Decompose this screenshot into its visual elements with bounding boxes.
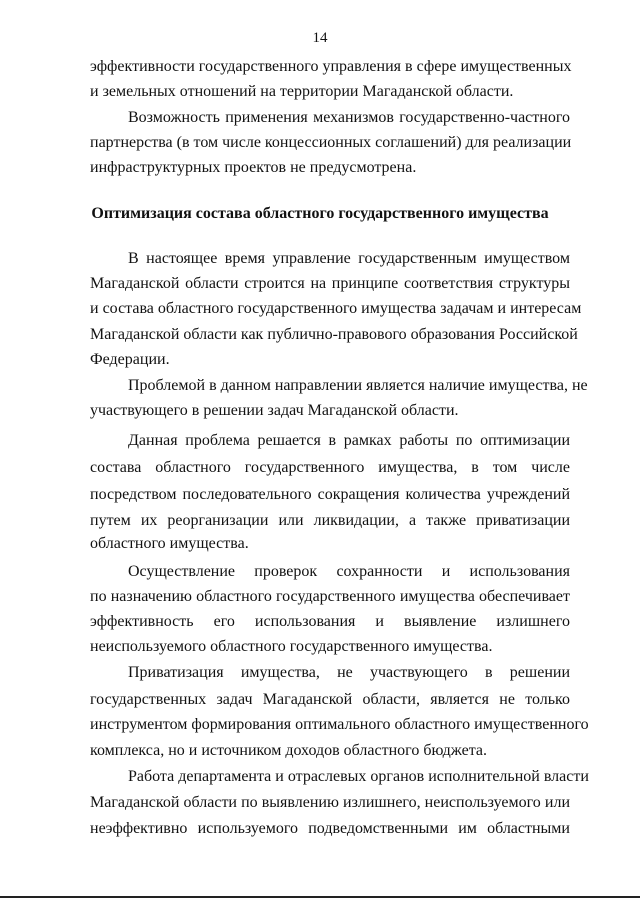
body-line: состава областного государственного имущества, в том числе	[90, 459, 570, 476]
body-line: посредством последовательного сокращения количества учреждений	[90, 486, 570, 503]
body-line: участвующего в решении задач Магаданской области.	[90, 402, 459, 419]
body-line: инструментом формирования оптимального областного имущественного	[90, 716, 589, 733]
page-number: 14	[312, 30, 328, 46]
body-line: партнерства (в том числе концессионных соглашений) для реализации	[90, 134, 572, 151]
body-line: неэффективно используемого подведомственными им областными	[90, 820, 570, 837]
body-line: Осуществление проверок сохранности и использования	[128, 563, 570, 580]
body-line: инфраструктурных проектов не предусмотрена.	[90, 159, 417, 176]
body-line: Магаданской области как публично-правового образования Российской	[90, 326, 578, 343]
body-line: Возможность применения механизмов государственно-частного	[128, 109, 570, 126]
body-line: и земельных отношений на территории Магаданской области.	[90, 83, 514, 100]
body-line: путем их реорганизации или ликвидации, а также приватизации	[90, 512, 570, 529]
body-line: В настоящее время управление государственным имуществом	[128, 250, 570, 267]
body-line: Данная проблема решается в рамках работы по оптимизации	[128, 432, 570, 449]
body-line: Приватизация имущества, не участвующего в решении	[128, 664, 570, 681]
body-line: по назначению областного государственного имущества обеспечивает	[90, 588, 570, 605]
body-line: Работа департамента и отраслевых органов исполнительной власти	[128, 768, 589, 785]
body-line: неиспользуемого областного государственного имущества.	[90, 638, 493, 655]
body-line: Проблемой в данном направлении является наличие имущества, не	[128, 377, 588, 394]
body-line: государственных задач Магаданской области, является не только	[90, 691, 570, 708]
bottom-rule	[0, 896, 640, 898]
body-line: областного имущества.	[90, 535, 249, 552]
body-line: эффективности государственного управления в сфере имущественных	[90, 58, 572, 75]
body-line: комплекса, но и источником доходов областного бюджета.	[90, 742, 487, 759]
body-line: Магаданской области по выявлению излишнего, неиспользуемого или	[90, 794, 570, 811]
body-line: эффективность его использования и выявление излишнего	[90, 613, 570, 630]
section-heading: Оптимизация состава областного государственного имущества	[91, 205, 549, 222]
body-line: Федерации.	[90, 351, 170, 368]
body-line: и состава областного государственного имущества задачам и интересам	[90, 300, 582, 317]
body-line: Магаданской области строится на принципе соответствия структуры	[90, 275, 570, 292]
